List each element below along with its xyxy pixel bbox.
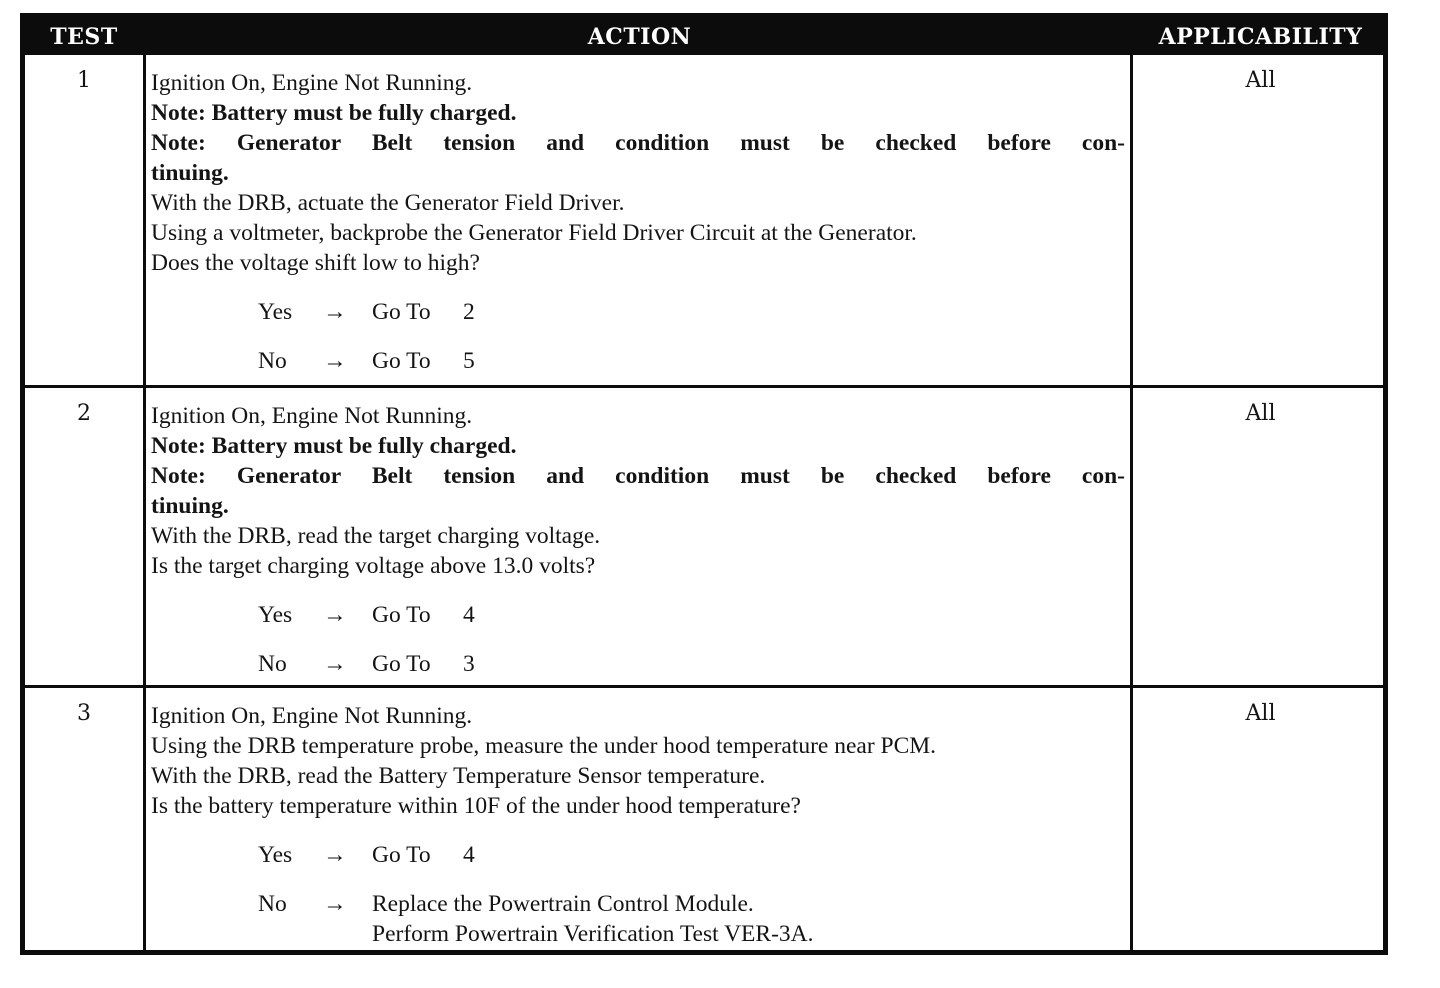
action-cell	[151, 701, 1125, 949]
yes-branch	[151, 600, 1125, 630]
no-result-line: Replace the Powertrain Control Module.	[372, 891, 754, 917]
action-line: Using the DRB temperature probe, measure the under hood temperature near PCM.	[151, 733, 937, 759]
action-line: Ignition On, Engine Not Running.	[151, 70, 473, 96]
note-line: Note: Battery must be fully charged.	[151, 100, 517, 126]
applicability-cell: All	[1245, 401, 1276, 426]
goto-number: 5	[463, 348, 475, 374]
question-line: Is the target charging voltage above 13.0 volts?	[151, 553, 596, 579]
yes-label: Yes	[258, 842, 293, 868]
note-line: tinuing.	[151, 160, 229, 186]
no-result-continuation	[151, 919, 1125, 949]
action-cell	[151, 68, 1125, 376]
arrow-icon: →	[323, 651, 347, 677]
no-branch	[151, 346, 1125, 376]
question-line: Does the voltage shift low to high?	[151, 250, 480, 276]
yes-label: Yes	[258, 299, 293, 325]
goto-label: Go To	[372, 602, 431, 628]
action-line: With the DRB, read the Battery Temperature Sensor temperature.	[151, 763, 766, 789]
yes-branch	[151, 297, 1125, 327]
no-branch	[151, 649, 1125, 679]
no-label: No	[258, 891, 287, 917]
action-line: With the DRB, actuate the Generator Field Driver.	[151, 190, 625, 216]
goto-label: Go To	[372, 348, 431, 374]
arrow-icon: →	[323, 602, 347, 628]
note-line: Note: Battery must be fully charged.	[151, 433, 517, 459]
yes-label: Yes	[258, 602, 293, 628]
header-applicability: APPLICABILITY	[1158, 24, 1363, 50]
question-line: Is the battery temperature within 10F of the under hood temperature?	[151, 793, 801, 819]
test-number: 2	[77, 401, 91, 426]
goto-label: Go To	[372, 842, 431, 868]
test-number: 1	[77, 68, 91, 93]
no-result-line: Perform Powertrain Verification Test VER-3A.	[372, 921, 814, 947]
arrow-icon: →	[323, 842, 347, 868]
action-line: Ignition On, Engine Not Running.	[151, 703, 473, 729]
goto-number: 2	[463, 299, 475, 325]
table-row	[25, 388, 1383, 685]
action-line: Using a voltmeter, backprobe the Generator Field Driver Circuit at the Generator.	[151, 220, 917, 246]
arrow-icon: →	[323, 891, 347, 917]
goto-number: 3	[463, 651, 475, 677]
goto-number: 4	[463, 602, 475, 628]
arrow-icon: →	[323, 348, 347, 374]
note-line: Note: Generator Belt tension and condition must be checked before con-	[151, 463, 1125, 489]
arrow-icon: →	[323, 299, 347, 325]
header-action: ACTION	[587, 24, 692, 50]
action-line: Ignition On, Engine Not Running.	[151, 403, 473, 429]
action-line: With the DRB, read the target charging voltage.	[151, 523, 601, 549]
column-divider	[1130, 55, 1133, 950]
applicability-cell: All	[1245, 701, 1276, 726]
yes-branch	[151, 840, 1125, 870]
diagnostic-table	[20, 13, 1388, 955]
table-header	[25, 18, 1383, 55]
note-line: Note: Generator Belt tension and condition must be checked before con-	[151, 130, 1125, 156]
test-number: 3	[77, 701, 91, 726]
goto-label: Go To	[372, 651, 431, 677]
table-row	[25, 55, 1383, 385]
table-row	[25, 688, 1383, 955]
action-cell	[151, 401, 1125, 679]
header-test: TEST	[50, 24, 118, 50]
no-label: No	[258, 651, 287, 677]
applicability-cell: All	[1245, 68, 1276, 93]
column-divider	[143, 55, 146, 950]
no-label: No	[258, 348, 287, 374]
goto-number: 4	[463, 842, 475, 868]
goto-label: Go To	[372, 299, 431, 325]
no-branch	[151, 889, 1125, 919]
note-line: tinuing.	[151, 493, 229, 519]
